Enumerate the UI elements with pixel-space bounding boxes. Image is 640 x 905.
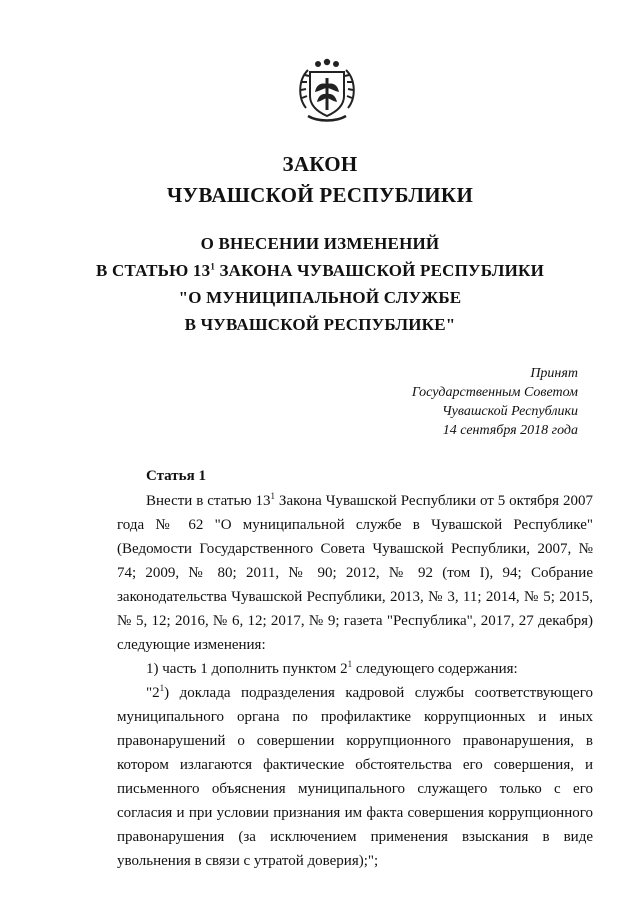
adoption-note	[412, 364, 578, 440]
article-quoted-paragraph: "$2^1$) доклада подразделения кадровой службы соответствующего муниципального органа по профилактике коррупционных и иных правонарушений о совершении коррупционного правонарушения, в котором излагаются фактические обстоятельства его совершения, и письменного объяснения муниципального служащего только с его согласия и при условии признания им факта совершения коррупционного правонарушения (за исключением применения взыскания в виде увольнения в связи с утратой доверия);";	[117, 683, 593, 869]
adoption-line-2: Государственным Советом	[411, 385, 578, 400]
subject-line-3: "О МУНИЦИПАЛЬНОЙ СЛУЖБЕ	[178, 288, 462, 307]
article-item-1: 1) часть 1 дополнить пунктом $2^1$ следующего содержания:	[146, 659, 518, 677]
article-intro-paragraph: Внести в статью $13^1$ Закона Чувашской Республики от 5 октября 2007 года № 62 "О муниципальной службе в Чувашской Республике" (Ведомости Государственного Совета Чувашской Республики, 2007, № 74; 2009, № 80; 2011, № 90; 2012, № 92 (том I), 94; Собрание законодательства Чувашской Республики, 2013, № 3, 11; 2014, № 5; 2015, № 5, 12; 2016, № 6, 12; 2017, № 9; газета "Республика", 2017, 27 декабря) следующие изменения:	[117, 491, 593, 653]
subject-line-2: В СТАТЬЮ $13^1$ ЗАКОНА ЧУВАШСКОЙ РЕСПУБЛИКИ	[96, 261, 544, 280]
subject-line-1: О ВНЕСЕНИИ ИЗМЕНЕНИЙ	[200, 234, 440, 253]
article-1	[117, 466, 593, 873]
adoption-line-1: Принят	[530, 366, 578, 381]
document-title: ЗАКОН	[282, 152, 358, 176]
chuvash-emblem-icon	[296, 58, 358, 124]
adoption-date: 14 сентября 2018 года	[442, 423, 578, 438]
subject-line-4: В ЧУВАШСКОЙ РЕСПУБЛИКЕ"	[184, 315, 456, 334]
article-heading: Статья 1	[146, 468, 206, 484]
document-subtitle: ЧУВАШСКОЙ РЕСПУБЛИКИ	[166, 183, 474, 207]
law-title-block	[0, 150, 640, 210]
law-subject	[0, 230, 640, 338]
adoption-line-3: Чувашской Республики	[442, 404, 578, 419]
